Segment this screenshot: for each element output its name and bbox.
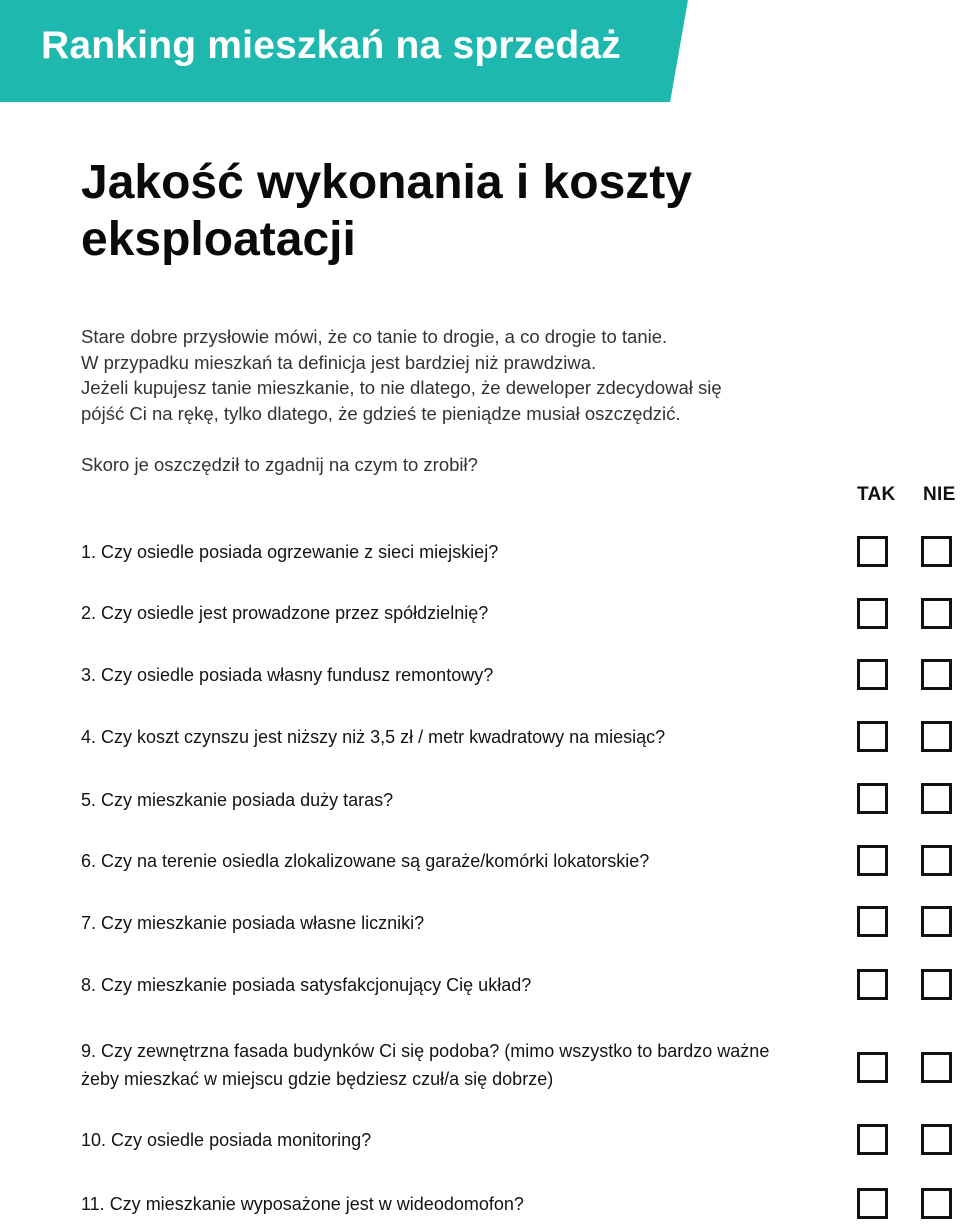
checkbox-no[interactable] xyxy=(921,783,952,814)
checkbox-yes[interactable] xyxy=(857,1052,888,1083)
column-header-no: NIE xyxy=(923,484,956,505)
checkbox-yes[interactable] xyxy=(857,1124,888,1155)
intro-line: Stare dobre przysłowie mówi, że co tanie to drogie, a co drogie to tanie. xyxy=(81,326,668,347)
question-text: 11. Czy mieszkanie wyposażone jest w wideodomofon? xyxy=(81,1194,524,1214)
checkbox-no[interactable] xyxy=(921,845,952,876)
question-text: 7. Czy mieszkanie posiada własne liczniki? xyxy=(81,913,425,933)
question-text: 10. Czy osiedle posiada monitoring? xyxy=(81,1130,372,1150)
checkbox-no[interactable] xyxy=(921,721,952,752)
checkbox-no[interactable] xyxy=(921,969,952,1000)
lead-question: Skoro je oszczędził to zgadnij na czym to zrobił? xyxy=(81,454,478,475)
checkbox-yes[interactable] xyxy=(857,659,888,690)
intro-paragraph xyxy=(81,324,841,426)
checkbox-yes[interactable] xyxy=(857,536,888,567)
question-text: 6. Czy na terenie osiedla zlokalizowane są garaże/komórki lokatorskie? xyxy=(81,851,650,871)
checkbox-no[interactable] xyxy=(921,906,952,937)
intro-line: Jeżeli kupujesz tanie mieszkanie, to nie dlatego, że deweloper zdecydował się xyxy=(81,377,722,398)
checkbox-yes[interactable] xyxy=(857,721,888,752)
intro-line: pójść Ci na rękę, tylko dlatego, że gdzieś te pieniądze musiał oszczędzić. xyxy=(81,402,681,424)
checkbox-no[interactable] xyxy=(921,1188,952,1219)
checkbox-no[interactable] xyxy=(921,659,952,690)
question-text: 8. Czy mieszkanie posiada satysfakcjonujący Cię układ? xyxy=(81,975,532,995)
checkbox-yes[interactable] xyxy=(857,906,888,937)
checkbox-yes[interactable] xyxy=(857,845,888,876)
checkbox-yes[interactable] xyxy=(857,598,888,629)
checkbox-no[interactable] xyxy=(921,598,952,629)
banner-title: Ranking mieszkań na sprzedaż xyxy=(41,24,621,67)
question-text: 4. Czy koszt czynszu jest niższy niż 3,5 zł / metr kwadratowy na miesiąc? xyxy=(81,727,666,747)
question-text: 9. Czy zewnętrzna fasada budynków Ci się podoba? (mimo wszystko to bardzo ważne żeby mieszkać w miejscu gdzie będziesz czuł/a się dobrze) xyxy=(81,1041,770,1089)
question-text: 3. Czy osiedle posiada własny fundusz remontowy? xyxy=(81,665,494,685)
intro-line: W przypadku mieszkań ta definicja jest bardziej niż prawdziwa. xyxy=(81,351,597,373)
checkbox-no[interactable] xyxy=(921,536,952,567)
checkbox-yes[interactable] xyxy=(857,969,888,1000)
section-title: Jakość wykonania i koszty eksploatacji xyxy=(81,156,692,266)
checkbox-yes[interactable] xyxy=(857,783,888,814)
question-text: 1. Czy osiedle posiada ogrzewanie z sieci miejskiej? xyxy=(81,542,499,562)
checkbox-no[interactable] xyxy=(921,1052,952,1083)
question-text: 5. Czy mieszkanie posiada duży taras? xyxy=(81,790,394,810)
column-header-yes: TAK xyxy=(857,484,896,505)
checkbox-no[interactable] xyxy=(921,1124,952,1155)
question-text: 2. Czy osiedle jest prowadzone przez spółdzielnię? xyxy=(81,603,489,623)
checkbox-yes[interactable] xyxy=(857,1188,888,1219)
